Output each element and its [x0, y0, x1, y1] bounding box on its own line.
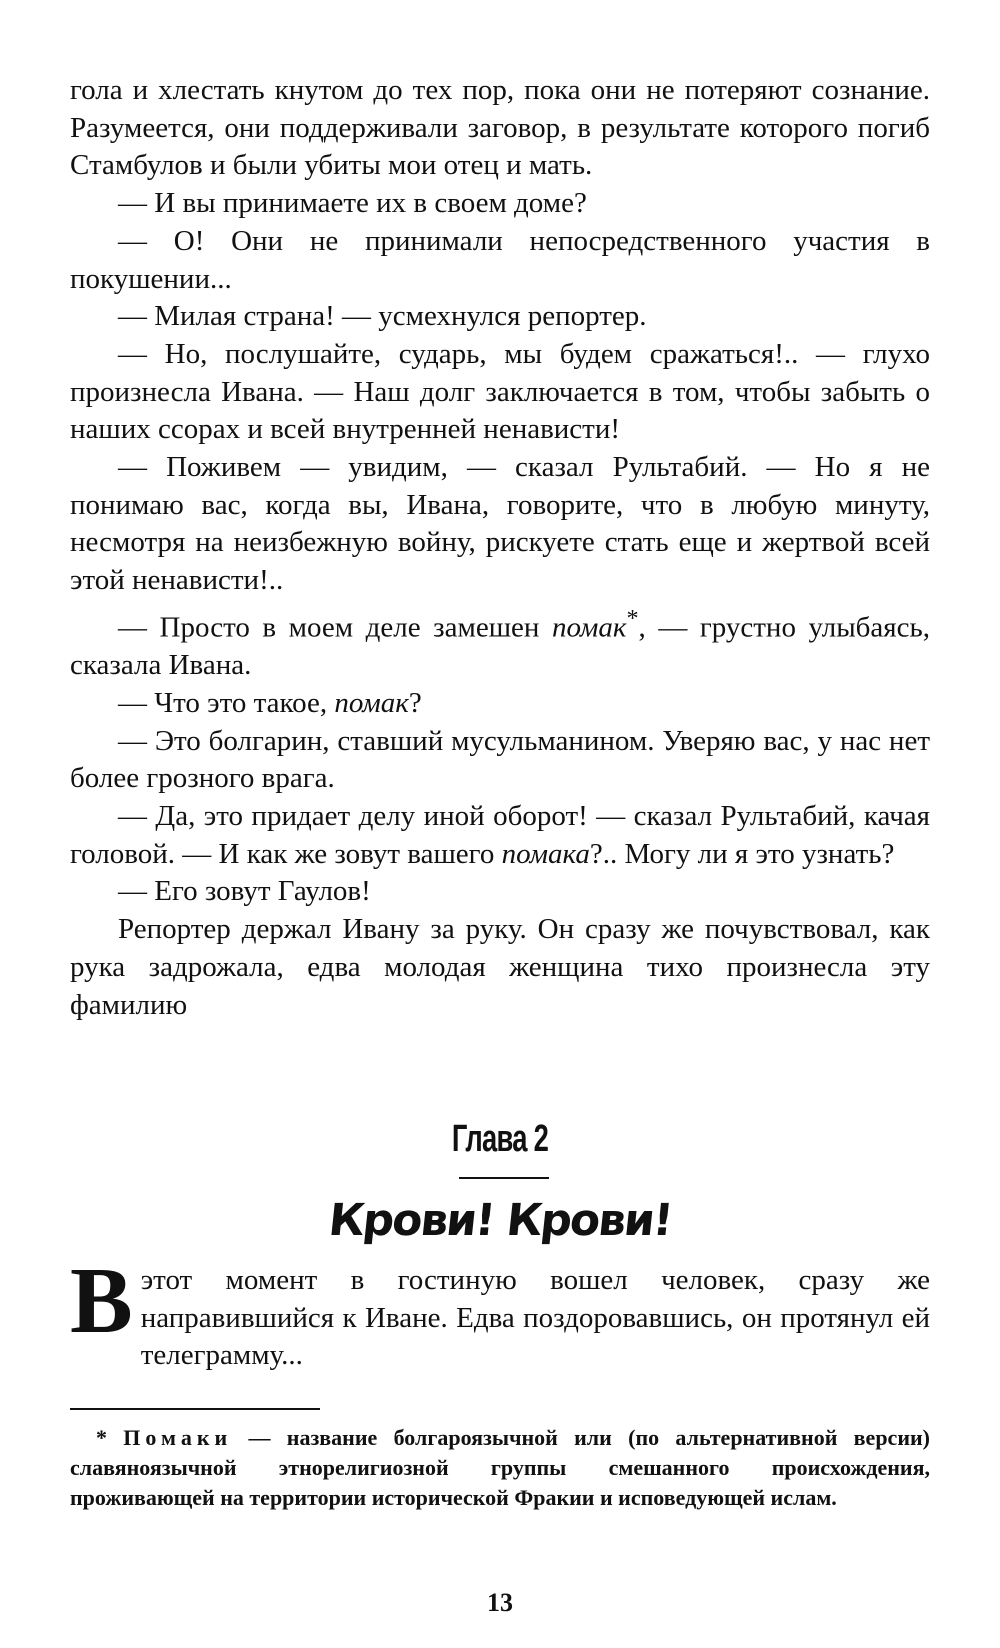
footnote-divider	[70, 1408, 320, 1410]
dialogue-line: — И вы принимаете их в своем доме?	[118, 187, 587, 220]
footnote-marker: *	[96, 1425, 107, 1450]
text-run: , — грустно улыбаясь, сказала Ивана.	[70, 611, 930, 682]
dialogue-line: — Его зовут Гаулов!	[118, 875, 371, 908]
dialogue-line: — Но, послушайте, сударь, мы будем сражаться!.. — глухо произнесла Ивана. — Наш долг заключается в том, чтобы забыть о наших ссорах и всей внутренней ненависти!	[70, 337, 930, 446]
dialogue-line: — Поживем — увидим, — сказал Рультабий. — Но я не понимаю вас, когда вы, Ивана, говорите, что в любую минуту, несмотря на неизбежную войну, рискуете стать еще и жертвой всей этой ненависти!..	[70, 451, 930, 597]
chapter-divider	[459, 1177, 549, 1179]
dialogue-line	[70, 798, 930, 873]
footnote-text	[70, 1423, 930, 1513]
chapter-opening	[70, 1249, 930, 1375]
footnote-term: Помаки	[123, 1425, 233, 1450]
book-page	[70, 0, 930, 1648]
text-run: — Да, это придает делу иной оборот! — сказал Рультабий, качая головой. — И как же зовут вашего	[70, 800, 930, 870]
dialogue-line	[70, 600, 930, 685]
paragraph: гола и хлестать кнутом до тех пор, пока они не потеряют сознание. Разумеется, они поддерживали заговор, в результате которого погиб Стамбулов и были убиты мои отец и мать.	[70, 74, 930, 182]
text-run: — Просто в моем деле замешен	[118, 611, 552, 644]
drop-cap: В	[70, 1249, 133, 1353]
dialogue-line: — О! Они не принимали непосредственного участия в покушении...	[70, 224, 930, 295]
italic-term: помак	[334, 686, 409, 719]
dialogue-line	[70, 685, 930, 723]
chapter-title: Крови! Крови!	[326, 1195, 674, 1246]
dialogue-line: — Милая страна! — усмехнулся репортер.	[118, 300, 647, 333]
text-run: ?	[408, 686, 422, 719]
text-run: — Что это такое,	[118, 686, 335, 719]
footnote-marker: *	[626, 604, 639, 632]
body-text	[70, 72, 930, 1024]
dialogue-line: — Это болгарин, ставший мусульманином. Уверяю вас, у нас нет более грозного врага.	[70, 724, 930, 795]
page-number: 13	[487, 1588, 513, 1617]
paragraph	[70, 1249, 930, 1375]
chapter-label: Глава 2	[451, 1118, 549, 1160]
text-run: этот момент в гостиную вошел человек, сразу же направившийся к Иване. Едва поздоровавшись, он протянул ей телеграмму...	[140, 1264, 930, 1372]
italic-term: помака	[501, 837, 590, 870]
text-run: ?.. Могу ли я это узнать?	[589, 837, 895, 870]
text-run: — название болгароязычной или (по альтернативной версии) славяноязычной этнорелигиозной группы смешанного происхождения, проживающей на территории исторической Фракии и исповедующей ислам.	[70, 1425, 930, 1510]
paragraph: Репортер держал Ивану за руку. Он сразу же почувствовал, как рука задрожала, едва молодая женщина тихо произнесла эту фамилию	[70, 913, 930, 1021]
italic-term: помак	[551, 611, 627, 644]
footnote	[70, 1423, 930, 1513]
